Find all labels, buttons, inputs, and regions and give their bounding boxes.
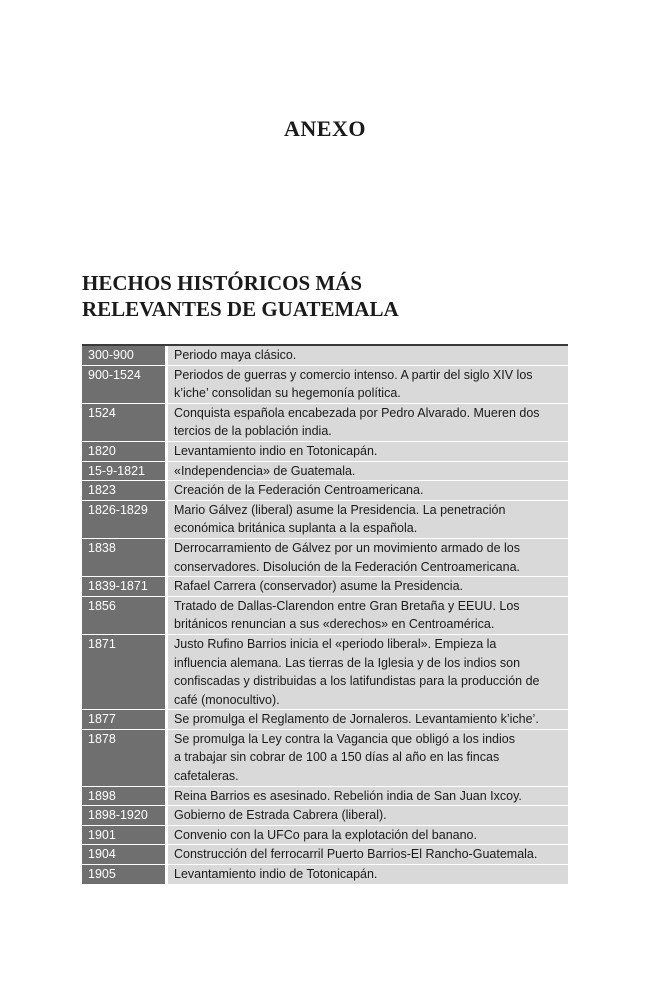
timeline-year: 1823 [82,481,168,500]
timeline-event: Creación de la Federación Centroamericana. [168,481,568,500]
timeline-year: 1838 [82,539,168,576]
timeline-row [82,710,568,730]
timeline-event: Convenio con la UFCo para la explotación del banano. [168,826,568,845]
timeline-event: Gobierno de Estrada Cabrera (liberal). [168,806,568,825]
timeline-year: 1524 [82,404,168,441]
timeline-row [82,865,568,885]
timeline-table [82,344,568,885]
annex-title: ANEXO [284,116,366,141]
timeline-year: 900-1524 [82,366,168,403]
timeline-event: Levantamiento indio de Totonicapán. [168,865,568,884]
timeline-row [82,501,568,539]
timeline-event: Periodo maya clásico. [168,346,568,365]
timeline-row [82,404,568,442]
timeline-row [82,442,568,462]
timeline-row [82,806,568,826]
timeline-row [82,730,568,787]
timeline-year: 15-9-1821 [82,462,168,481]
timeline-year: 1898 [82,787,168,806]
timeline-year: 1877 [82,710,168,729]
timeline-row [82,481,568,501]
timeline-year: 1826-1829 [82,501,168,538]
timeline-event: Levantamiento indio en Totonicapán. [168,442,568,461]
timeline-event: Mario Gálvez (liberal) asume la Presidencia. La penetración económica británica suplanta a la española. [168,501,568,538]
timeline-year: 1878 [82,730,168,786]
section-title [82,270,568,322]
timeline-event: Se promulga la Ley contra la Vagancia que obligó a los indios a trabajar sin cobrar de 100 a 150 días al año en las fincas cafetaleras. [168,730,568,786]
timeline-event: Reina Barrios es asesinado. Rebelión india de San Juan Ixcoy. [168,787,568,806]
timeline-event: Construcción del ferrocarril Puerto Barrios-El Rancho-Guatemala. [168,845,568,864]
timeline-year: 1820 [82,442,168,461]
timeline-row [82,845,568,865]
timeline-year: 1904 [82,845,168,864]
timeline-row [82,462,568,482]
timeline-row [82,826,568,846]
timeline-event: «Independencia» de Guatemala. [168,462,568,481]
timeline-year: 300-900 [82,346,168,365]
timeline-year: 1898-1920 [82,806,168,825]
timeline-event: Se promulga el Reglamento de Jornaleros. Levantamiento k’iche’. [168,710,568,729]
timeline-year: 1905 [82,865,168,884]
timeline-event: Periodos de guerras y comercio intenso. A partir del siglo XIV los k’iche’ consolidan su hegemonía política. [168,366,568,403]
timeline-event: Conquista española encabezada por Pedro Alvarado. Mueren dos tercios de la población india. [168,404,568,441]
timeline-row [82,597,568,635]
timeline-event: Justo Rufino Barrios inicia el «periodo liberal». Empieza la influencia alemana. Las tierras de la Iglesia y de los indios son confiscadas y distribuidas a los latifundistas para la producción de café (monocultivo). [168,635,568,709]
timeline-row [82,635,568,710]
timeline-row [82,539,568,577]
timeline-year: 1871 [82,635,168,709]
timeline-row [82,577,568,597]
timeline-row [82,787,568,807]
timeline-year: 1856 [82,597,168,634]
timeline-row [82,366,568,404]
timeline-year: 1901 [82,826,168,845]
timeline-row [82,346,568,366]
timeline-year: 1839-1871 [82,577,168,596]
section-title-line-1: HECHOS HISTÓRICOS MÁS [82,271,363,295]
timeline-event: Rafael Carrera (conservador) asume la Presidencia. [168,577,568,596]
timeline-event: Tratado de Dallas-Clarendon entre Gran Bretaña y EEUU. Los británicos renuncian a sus «derechos» en Centroamérica. [168,597,568,634]
section-title-line-2: RELEVANTES DE GUATEMALA [82,297,399,321]
timeline-event: Derrocarramiento de Gálvez por un movimiento armado de los conservadores. Disolución de la Federación Centroamericana. [168,539,568,576]
